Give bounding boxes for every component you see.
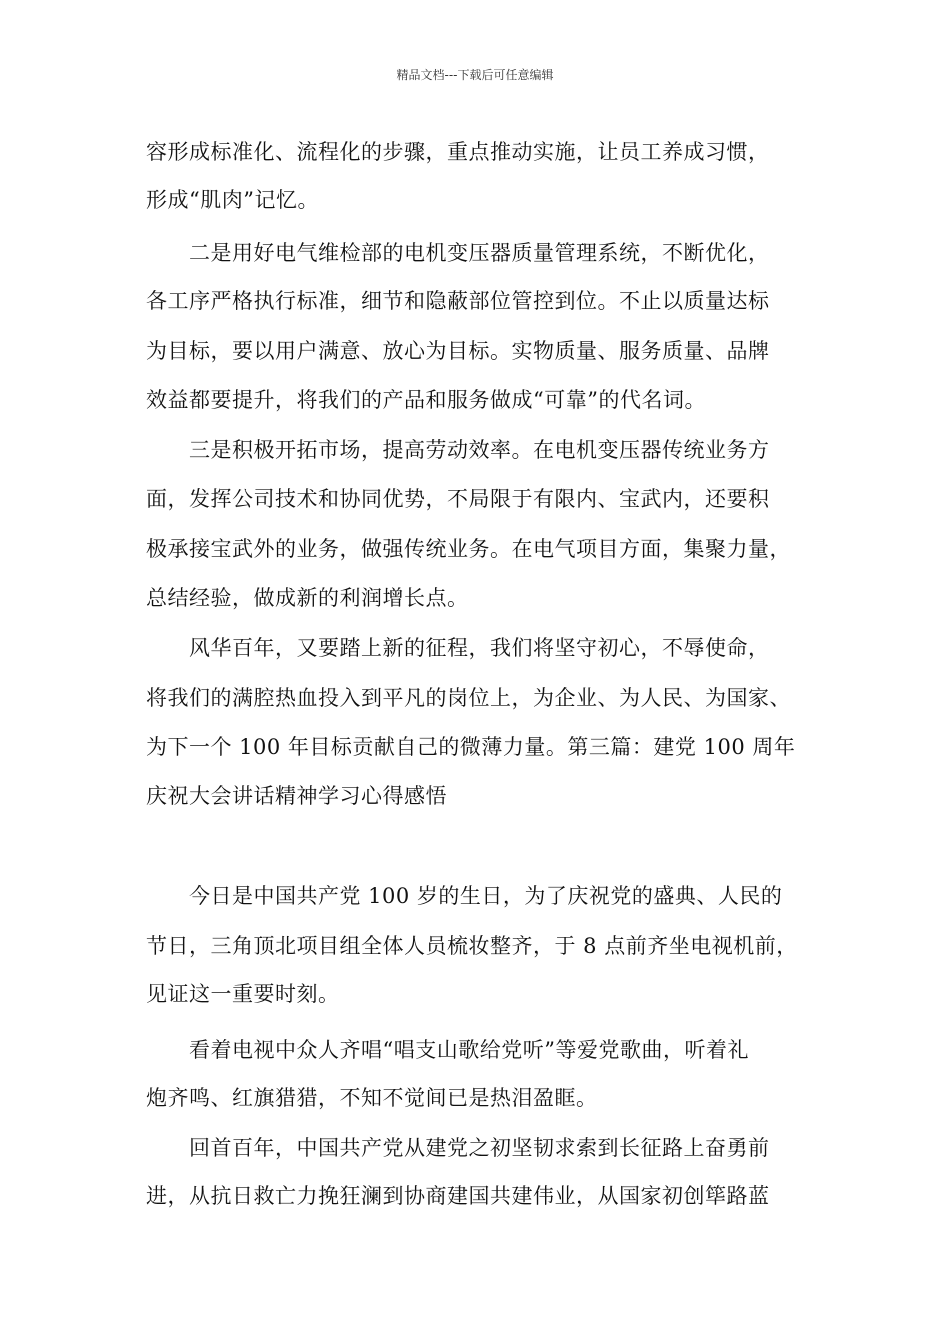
text-line: 今日是中国共产党 100 岁的生日，为了庆祝党的盛典、人民的 xyxy=(146,884,783,908)
text-line: 三是积极开拓市场，提高劳动效率。在电机变压器传统业务方 xyxy=(146,438,770,462)
text-line: 为下一个 100 年目标贡献自己的微薄力量。第三篇：建党 100 周年 xyxy=(146,735,796,759)
text-line: 容形成标准化、流程化的步骤，重点推动实施，让员工养成习惯， xyxy=(146,140,770,164)
text-line: 庆祝大会讲话精神学习心得感悟 xyxy=(146,784,447,808)
text-line: 风华百年，又要踏上新的征程，我们将坚守初心，不辱使命， xyxy=(146,636,770,660)
text-line: 将我们的满腔热血投入到平凡的岗位上，为企业、为人民、为国家、 xyxy=(146,686,791,710)
text-line: 进，从抗日救亡力挽狂澜到协商建国共建伟业，从国家初创筚路蓝 xyxy=(146,1184,770,1208)
text-line: 节日，三角顶北项目组全体人员梳妆整齐，于 8 点前齐坐电视机前， xyxy=(146,934,798,958)
text-line: 见证这一重要时刻。 xyxy=(146,982,340,1006)
text-line: 形成“肌肉”记忆。 xyxy=(146,188,319,212)
text-line: 炮齐鸣、红旗猎猎，不知不觉间已是热泪盈眶。 xyxy=(146,1086,598,1110)
page-header: 精品文档---下载后可任意编辑 xyxy=(396,68,554,82)
text-line: 为目标，要以用户满意、放心为目标。实物质量、服务质量、品牌 xyxy=(146,339,770,363)
text-line: 回首百年，中国共产党从建党之初坚韧求索到长征路上奋勇前 xyxy=(146,1136,770,1160)
text-line: 面，发挥公司技术和协同优势，不局限于有限内、宝武内，还要积 xyxy=(146,487,770,511)
text-line: 极承接宝武外的业务，做强传统业务。在电气项目方面，集聚力量， xyxy=(146,537,791,561)
text-line: 总结经验，做成新的利润增长点。 xyxy=(146,586,469,610)
text-line: 二是用好电气维检部的电机变压器质量管理系统，不断优化， xyxy=(146,241,770,265)
text-line: 各工序严格执行标准，细节和隐蔽部位管控到位。不止以质量达标 xyxy=(146,289,770,313)
text-line: 效益都要提升，将我们的产品和服务做成“可靠”的代名词。 xyxy=(146,388,706,412)
text-line: 看着电视中众人齐唱“唱支山歌给党听”等爱党歌曲，听着礼 xyxy=(146,1038,749,1062)
